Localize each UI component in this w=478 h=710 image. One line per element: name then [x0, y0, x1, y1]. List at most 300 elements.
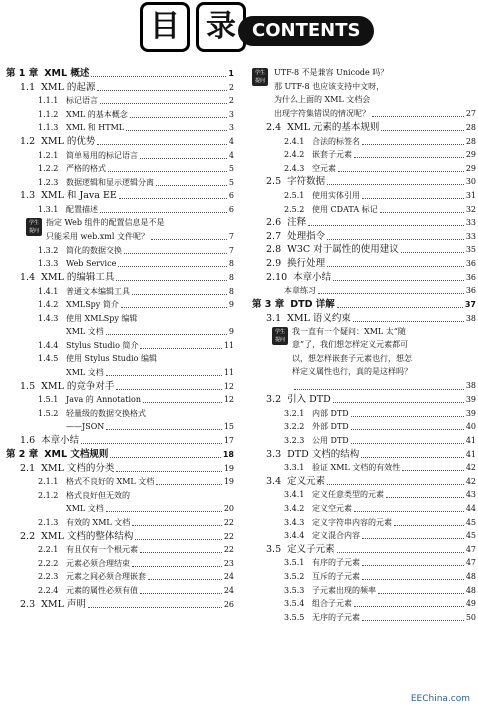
entry-title: 定义混合内容 [312, 531, 360, 541]
dot-leader [333, 402, 464, 403]
badge-line: 学生 [28, 219, 39, 226]
toc-entry-s2[interactable] [6, 515, 234, 529]
entry-title: W3C 对于属性的使用建议 [287, 244, 399, 256]
entry-title: 本章练习 [284, 286, 316, 296]
entry-number: 2.8 [266, 244, 282, 256]
toc-entry-s1[interactable] [252, 175, 476, 189]
toc-entry-s1[interactable] [252, 393, 476, 407]
entry-number: 2.2.1 [38, 545, 59, 555]
dot-leader [156, 185, 227, 186]
entry-title: XML 的起源 [41, 81, 96, 93]
title-char-lu: 录 [196, 2, 246, 52]
dot-leader [106, 429, 222, 430]
toc-entry-s2[interactable] [6, 94, 234, 108]
tip-text: 那 UTF-8 也应该支持中文呀， [274, 81, 385, 91]
toc-entry-s1[interactable] [252, 243, 476, 257]
toc-entry-s1[interactable] [6, 134, 234, 148]
entry-number: 2.5.2 [284, 204, 305, 214]
dot-leader [351, 429, 464, 430]
entry-number: 3.2.2 [284, 422, 305, 432]
dot-leader [378, 593, 464, 594]
page-number: 31 [465, 190, 476, 200]
tip-line [292, 325, 476, 339]
entry-number: 第 3 章 [252, 299, 285, 311]
page-number: 43 [465, 490, 476, 500]
dot-leader [386, 497, 464, 498]
dot-leader [116, 389, 221, 390]
toc-entry-s1[interactable] [6, 461, 234, 475]
dot-leader [106, 375, 222, 376]
tip-line [274, 66, 476, 80]
entry-title: 内部 DTD [312, 408, 349, 418]
page-number: 35 [465, 245, 476, 255]
entry-title: 引入 DTD [287, 394, 331, 406]
toc-entry-s1[interactable] [6, 597, 234, 611]
student-question-badge-icon [272, 327, 288, 345]
entry-title: 外部 DTD [312, 422, 349, 432]
entry-number: 3.4 [266, 475, 282, 487]
toc-entry-s2[interactable] [252, 583, 476, 597]
dot-leader [132, 525, 222, 526]
dot-leader [327, 239, 464, 240]
dot-leader [124, 253, 227, 254]
entry-number: 1.3.1 [38, 204, 59, 214]
entry-number: 1.6 [20, 435, 36, 447]
toc-entry-s2[interactable] [252, 488, 476, 502]
entry-number: 1.1 [20, 81, 36, 93]
page-number: 7 [228, 245, 234, 255]
toc-entry-chapter[interactable] [6, 66, 234, 80]
toc-entry-s2[interactable] [6, 257, 234, 271]
dot-leader [88, 607, 222, 608]
toc-entry-s2[interactable] [6, 107, 234, 121]
toc-entry-s2[interactable] [6, 406, 234, 420]
dot-leader [338, 171, 464, 172]
title-char-mu: 目 [140, 2, 190, 52]
page-number: 36 [465, 286, 476, 296]
entry-number: 3.5.4 [284, 599, 305, 609]
page-number: 41 [465, 436, 476, 446]
page-number: 38 [465, 381, 476, 391]
page-number: 6 [228, 204, 234, 214]
page-number: 39 [465, 408, 476, 418]
toc-entry-s2[interactable] [252, 161, 476, 175]
student-question-badge-icon [26, 218, 42, 236]
page-number: 29 [465, 163, 476, 173]
toc-entry-s2[interactable] [6, 556, 234, 570]
tip-text: UTF-8 不是兼容 Unicode 吗？ [274, 68, 389, 77]
toc-entry-s2[interactable] [252, 556, 476, 570]
dot-leader [97, 144, 226, 145]
toc-entry-s2[interactable] [252, 202, 476, 216]
toc-entry-s2c[interactable] [6, 420, 234, 434]
toc-entry-s2[interactable] [6, 121, 234, 135]
page-number: 44 [465, 504, 476, 513]
entry-title: 使用实体引用 [312, 190, 360, 200]
page-number: 33 [465, 218, 476, 228]
page-number: 15 [223, 422, 234, 432]
dot-leader [116, 471, 221, 472]
entry-number: 2.2.3 [38, 572, 59, 582]
entry-title: 定义空元素 [312, 504, 352, 513]
dot-leader [121, 307, 227, 308]
toc-entry-s2[interactable] [252, 569, 476, 583]
tip-text: 指定 Web 组件的配置信息是不是 [46, 217, 165, 227]
toc-entry-s1[interactable] [6, 529, 234, 543]
page-number: 45 [465, 517, 476, 527]
toc-entry-s1[interactable] [252, 270, 476, 284]
dot-leader [318, 293, 464, 294]
page-number: 38 [465, 313, 476, 323]
entry-title: XML 文档的分类 [41, 462, 115, 474]
toc-entry-s2[interactable] [252, 134, 476, 148]
toc-entry-ex[interactable] [252, 284, 476, 298]
entry-number: 1.2 [20, 135, 36, 147]
dot-leader [140, 552, 222, 553]
entry-title: 嵌套子元素 [312, 150, 352, 160]
page-number: 9 [228, 300, 234, 310]
toc-entry-s2[interactable] [252, 406, 476, 420]
toc-entry-s2c[interactable] [6, 502, 234, 516]
entry-number: 3.5 [266, 543, 282, 555]
tip-text: 只能采用 web.xml 文件呢？ [46, 231, 149, 241]
toc-entry-chapter[interactable] [6, 447, 234, 461]
toc-entry-s1[interactable] [252, 120, 476, 134]
entry-title: 轻量级的数据交换格式 [66, 408, 146, 418]
page-number: 11 [223, 340, 234, 350]
toc-entry-s1[interactable] [6, 433, 234, 447]
entry-title: XMLSpy 简介 [66, 300, 119, 310]
toc-entry-s1[interactable] [252, 229, 476, 243]
dot-leader [402, 470, 464, 471]
page-number: 1 [228, 69, 234, 78]
badge-line: 学生 [274, 328, 285, 335]
entry-number: 1.1.2 [38, 109, 59, 119]
entry-title: XML 文档 [66, 504, 104, 514]
toc-entry-s2c[interactable] [6, 325, 234, 339]
tip-line [292, 338, 476, 352]
dot-leader [100, 212, 227, 213]
entry-number: 1.4.2 [38, 300, 59, 310]
toc-entry-s2[interactable] [252, 148, 476, 162]
entry-title: 元素的属性必须有值 [66, 585, 138, 595]
entry-title: 使用 CDATA 标记 [312, 204, 378, 214]
entry-title: DTD 文档的结构 [287, 448, 360, 460]
toc-entry-s2[interactable] [6, 570, 234, 584]
dot-leader [362, 538, 464, 539]
toc-entry-s2[interactable] [6, 162, 234, 176]
entry-title: 有效的 XML 文档 [66, 518, 131, 527]
page-number: 5 [228, 164, 234, 174]
tip-text: 意”了，我们想怎样定义元素都可 [292, 340, 409, 350]
entry-number: 3.3 [266, 448, 282, 460]
entry-number: 2.2.2 [38, 558, 59, 568]
entry-number: 3.4.2 [284, 504, 305, 513]
entry-number: 2.3 [20, 598, 36, 610]
dot-leader [106, 511, 222, 512]
toc-entry-s1[interactable] [252, 311, 476, 325]
entry-number: 2.2.4 [38, 585, 59, 595]
toc-entry-s2[interactable] [252, 461, 476, 475]
badge-line: 提问 [254, 78, 265, 84]
entry-number: 1.2.2 [38, 164, 59, 174]
toc-entry-s1[interactable] [6, 80, 234, 94]
dot-leader [327, 184, 464, 185]
tip-line [274, 107, 476, 121]
page-number: 29 [465, 150, 476, 160]
entry-title: 数据逻辑和显示逻辑分离 [66, 177, 154, 187]
dot-leader [381, 130, 463, 131]
entry-number: 1.1.1 [38, 96, 59, 106]
entry-number: 3.4.4 [284, 531, 305, 541]
entry-title: Java 的 Annotation [66, 395, 141, 405]
entry-title: 有序的子元素 [312, 558, 360, 568]
page-number: 18 [222, 450, 234, 460]
toc-entry-s1[interactable] [252, 256, 476, 270]
entry-number: 1.3.3 [38, 259, 59, 269]
toc-right-column [252, 66, 476, 624]
dot-leader [140, 593, 222, 594]
entry-number: 第 1 章 [6, 68, 39, 79]
tip-line [292, 365, 476, 379]
page-number: 7 [228, 231, 234, 241]
toc-entry-s1[interactable] [252, 447, 476, 461]
toc-entry-s2[interactable] [6, 175, 234, 189]
entry-title: XML 文档规则 [44, 449, 109, 461]
page-number: 42 [465, 463, 476, 473]
entry-number: 3.5.5 [284, 612, 305, 622]
tip-line [46, 216, 234, 230]
tip-line [46, 230, 234, 244]
dot-leader [337, 552, 464, 553]
entry-title: 处理指令 [287, 230, 326, 242]
page-number: 36 [465, 258, 476, 268]
dot-leader [97, 90, 226, 91]
entry-title: Web Service [66, 259, 117, 269]
dot-leader [135, 539, 221, 540]
page-number: 22 [223, 545, 234, 555]
entry-number: 2.5.1 [284, 190, 305, 200]
page-number: 9 [228, 327, 234, 337]
page-number: 2 [228, 96, 234, 106]
toc-entry-s1[interactable] [6, 379, 234, 393]
entry-number: 2.6 [266, 217, 282, 229]
dot-leader [110, 457, 220, 458]
tip-text: 样定义属性也行，真的是这样吗？ [292, 367, 412, 377]
dot-leader [130, 117, 227, 118]
page-number: 50 [465, 612, 476, 622]
page-number: 28 [465, 122, 476, 132]
dot-leader [337, 307, 463, 308]
toc-entry-s2[interactable] [252, 420, 476, 434]
page-number: 47 [465, 558, 476, 568]
page-number: 36 [465, 272, 476, 282]
entry-number: 1.4.1 [38, 286, 59, 296]
entry-title: XML 的编辑工具 [41, 271, 115, 283]
dot-leader [361, 457, 464, 458]
entry-number: 1.1.3 [38, 123, 59, 133]
entry-number: 1.4.4 [38, 340, 59, 350]
entry-title: 组合子元素 [312, 599, 352, 609]
toc-entry-s2[interactable] [252, 610, 476, 624]
entry-title: 定义任意类型的元素 [312, 490, 384, 500]
page-number: 39 [465, 395, 476, 405]
dot-leader [362, 144, 464, 145]
toc-entry-s1[interactable] [6, 270, 234, 284]
toc-entry-s2[interactable] [6, 202, 234, 216]
entry-title: 简化的数据交换 [66, 245, 122, 255]
page-number: 27 [465, 108, 476, 118]
page-number: 8 [228, 272, 234, 282]
dot-leader [327, 484, 464, 485]
page-number: 5 [228, 177, 234, 187]
entry-title: 定义元素 [287, 475, 326, 487]
entry-number: 2.2 [20, 530, 36, 542]
toc-entry-s2c[interactable] [6, 365, 234, 379]
dot-leader [106, 334, 227, 335]
page-number: 3 [228, 123, 234, 133]
dot-leader [354, 511, 464, 512]
entry-number: 2.1.2 [38, 490, 59, 500]
dot-leader [327, 266, 464, 267]
page-number: 37 [464, 300, 476, 310]
entry-title: 使用 XMLSpy 编辑 [66, 313, 138, 323]
student-question-badge-icon [252, 68, 268, 86]
toc-entry-s1[interactable] [252, 542, 476, 556]
toc-entry-chapter[interactable] [252, 297, 476, 311]
dot-leader [151, 239, 227, 240]
watermark: EEChina.com [410, 694, 470, 704]
toc-entry-s2[interactable] [6, 352, 234, 366]
entry-title: 无序的子元素 [312, 612, 360, 622]
toc-entry-s2[interactable] [6, 243, 234, 257]
entry-title: XML 和 HTML [66, 123, 125, 133]
entry-title: 本章小结 [41, 435, 80, 447]
entry-number: 1.3.2 [38, 245, 59, 255]
toc-entry-s2[interactable] [6, 393, 234, 407]
page-number: 30 [465, 177, 476, 187]
entry-number: 2.5 [266, 176, 282, 188]
tip-line [274, 93, 476, 107]
toc-entry-s2[interactable] [252, 515, 476, 529]
entry-title: 验证 XML 文档的有效性 [312, 463, 401, 473]
dot-leader [308, 225, 464, 226]
toc-entry-s1[interactable] [252, 216, 476, 230]
entry-title: XML 元素的基本规则 [287, 121, 380, 133]
entry-title: XML 的优势 [41, 135, 96, 147]
entry-title: 严格的格式 [66, 164, 106, 174]
page-number: 32 [465, 204, 476, 214]
toc-entry-s2[interactable] [6, 543, 234, 557]
entry-title: 合法的标签名 [312, 136, 360, 146]
dot-leader [362, 620, 464, 621]
page-number: 49 [465, 599, 476, 609]
page-number: 3 [228, 109, 234, 119]
entry-title: 本章小结 [293, 271, 332, 283]
dot-leader [354, 606, 464, 607]
entry-title: 有且仅有一个根元素 [66, 545, 138, 555]
page-number: 19 [223, 477, 234, 487]
entry-title: XML 文档 [66, 368, 104, 378]
entry-number: 1.3 [20, 190, 36, 202]
toc-entry-s2[interactable] [252, 597, 476, 611]
page-number: 20 [223, 504, 234, 514]
page-number: 24 [223, 585, 234, 595]
page-number: 45 [465, 531, 476, 541]
page-number: 11 [223, 368, 234, 378]
entry-number: 1.5.1 [38, 395, 59, 405]
toc-entry-s2[interactable] [6, 338, 234, 352]
entry-number: 3.2.1 [284, 408, 305, 418]
entry-title: Stylus Studio 简介 [66, 340, 139, 350]
toc-entry-s2[interactable] [252, 433, 476, 447]
toc-entry-s2[interactable] [6, 311, 234, 325]
page-number: 8 [228, 259, 234, 269]
toc-entry-s2[interactable] [252, 188, 476, 202]
page-number: 26 [223, 599, 234, 609]
page-number: 12 [223, 395, 234, 405]
tip-text: 为什么上面的 XML 文档会 [274, 95, 371, 105]
toc-entry-s2[interactable] [6, 488, 234, 502]
entry-title: XML 文档 [66, 327, 104, 337]
toc-entry-s2[interactable] [252, 529, 476, 543]
dot-leader [126, 130, 227, 131]
toc-entry-s2[interactable] [6, 583, 234, 597]
entry-number: 第 2 章 [6, 449, 39, 461]
toc-entry-s2[interactable] [6, 148, 234, 162]
entry-number: 2.4 [266, 121, 282, 133]
page-number: 41 [465, 449, 476, 459]
entry-title: 元素必须合理结束 [66, 558, 130, 568]
badge-line: 学生 [254, 70, 265, 76]
toc-entry-s1[interactable] [6, 189, 234, 203]
entry-title: XML 声明 [41, 598, 86, 610]
entry-title: XML 的基本概念 [66, 109, 128, 119]
entry-number: 2.1.3 [38, 518, 59, 527]
dot-leader [148, 579, 222, 580]
entry-number: 2.9 [266, 257, 282, 269]
dot-leader [333, 280, 464, 281]
toc-entry-s2[interactable] [6, 475, 234, 489]
entry-title: 互斥的子元素 [312, 571, 360, 581]
entry-title: DTD 详解 [290, 299, 335, 311]
student-question-tip [252, 325, 476, 393]
entry-title: XML 语义约束 [287, 312, 351, 324]
toc-entry-s2[interactable] [252, 501, 476, 515]
dot-leader [119, 198, 227, 199]
dot-leader [351, 443, 464, 444]
toc-entry-s2[interactable] [6, 298, 234, 312]
badge-line: 提问 [28, 227, 39, 234]
page-number: 23 [223, 558, 234, 568]
entry-number: 1.5 [20, 380, 36, 392]
dot-leader [372, 116, 464, 117]
page-number: 19 [223, 463, 234, 473]
dot-leader [294, 389, 464, 390]
entry-title: XML 概述 [44, 68, 90, 79]
entry-number: 1.2.3 [38, 177, 59, 187]
dot-leader [354, 157, 464, 158]
tip-line [292, 352, 476, 366]
entry-number: 2.1.1 [38, 477, 59, 487]
entry-number: 3.5.3 [284, 585, 305, 595]
toc-entry-s2[interactable] [6, 284, 234, 298]
toc-entry-s1[interactable] [252, 474, 476, 488]
tip-line [274, 80, 476, 94]
entry-title: 普通文本编辑工具 [66, 286, 130, 296]
entry-number: 3.1 [266, 312, 282, 324]
dot-leader [156, 484, 222, 485]
